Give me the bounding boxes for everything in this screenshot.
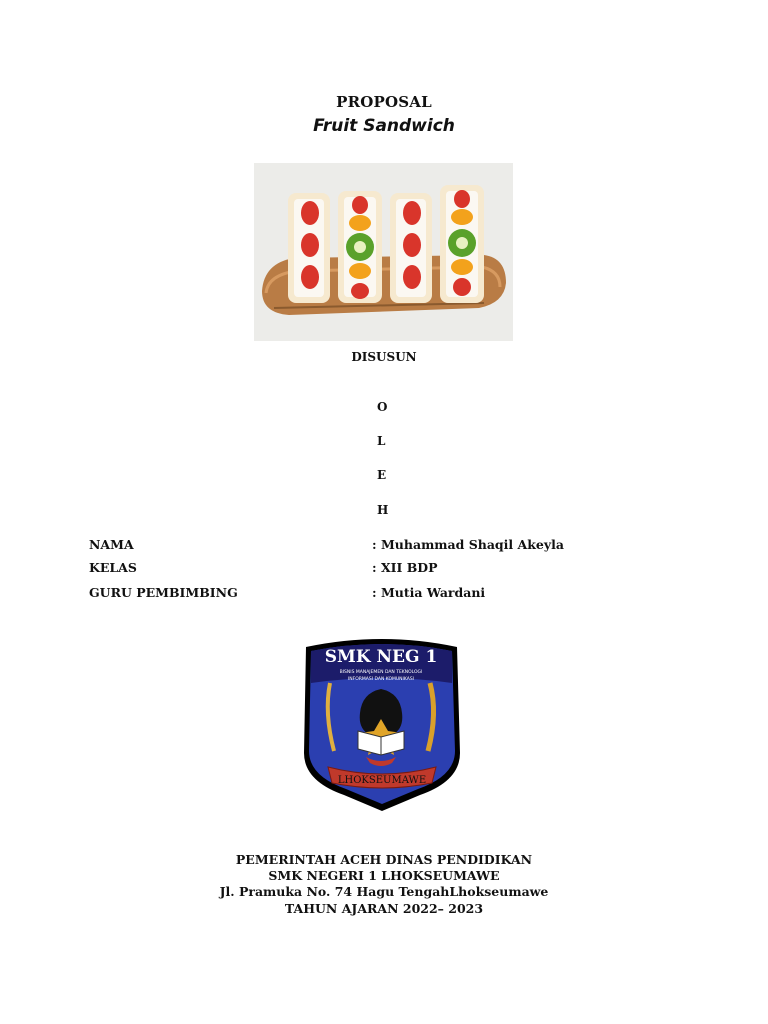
disusun-label: DISUSUN — [351, 350, 417, 364]
logo-top-text: SMK NEG 1 — [324, 647, 438, 667]
footer-line-4: TAHUN AJARAN 2022– 2023 — [284, 901, 484, 916]
oleh-letter-e: E — [377, 468, 387, 482]
fruit-sandwich-photo — [254, 163, 513, 341]
document-subtitle: Fruit Sandwich — [313, 116, 455, 136]
info-label-nama: NAMA — [89, 537, 134, 552]
footer-line-1: PEMERINTAH ACEH DINAS PENDIDIKAN — [235, 852, 533, 867]
info-label-kelas: KELAS — [89, 560, 137, 575]
oleh-letter-o: O — [377, 400, 388, 414]
info-value-nama: : Muhammad Shaqil Akeyla — [372, 537, 564, 552]
footer-line-2: SMK NEGERI 1 LHOKSEUMAWE — [268, 868, 500, 883]
info-value-kelas: : XII BDP — [372, 560, 438, 575]
logo-sub-text-2: INFORMASI DAN KOMUNIKASI — [347, 677, 415, 682]
info-label-guru: GURU PEMBIMBING — [89, 585, 238, 600]
oleh-letter-h: H — [377, 503, 389, 517]
footer-line-3: Jl. Pramuka No. 74 Hagu TengahLhokseumawe — [219, 884, 549, 899]
document-title: PROPOSAL — [336, 93, 432, 111]
school-logo — [300, 633, 463, 813]
oleh-letter-l: L — [377, 434, 386, 448]
logo-banner-text: LHOKSEUMAWE — [337, 775, 427, 786]
logo-sub-text-1: BISNIS MANAJEMEN DAN TEKNOLOGI — [339, 670, 423, 675]
info-value-guru: : Mutia Wardani — [372, 585, 486, 600]
